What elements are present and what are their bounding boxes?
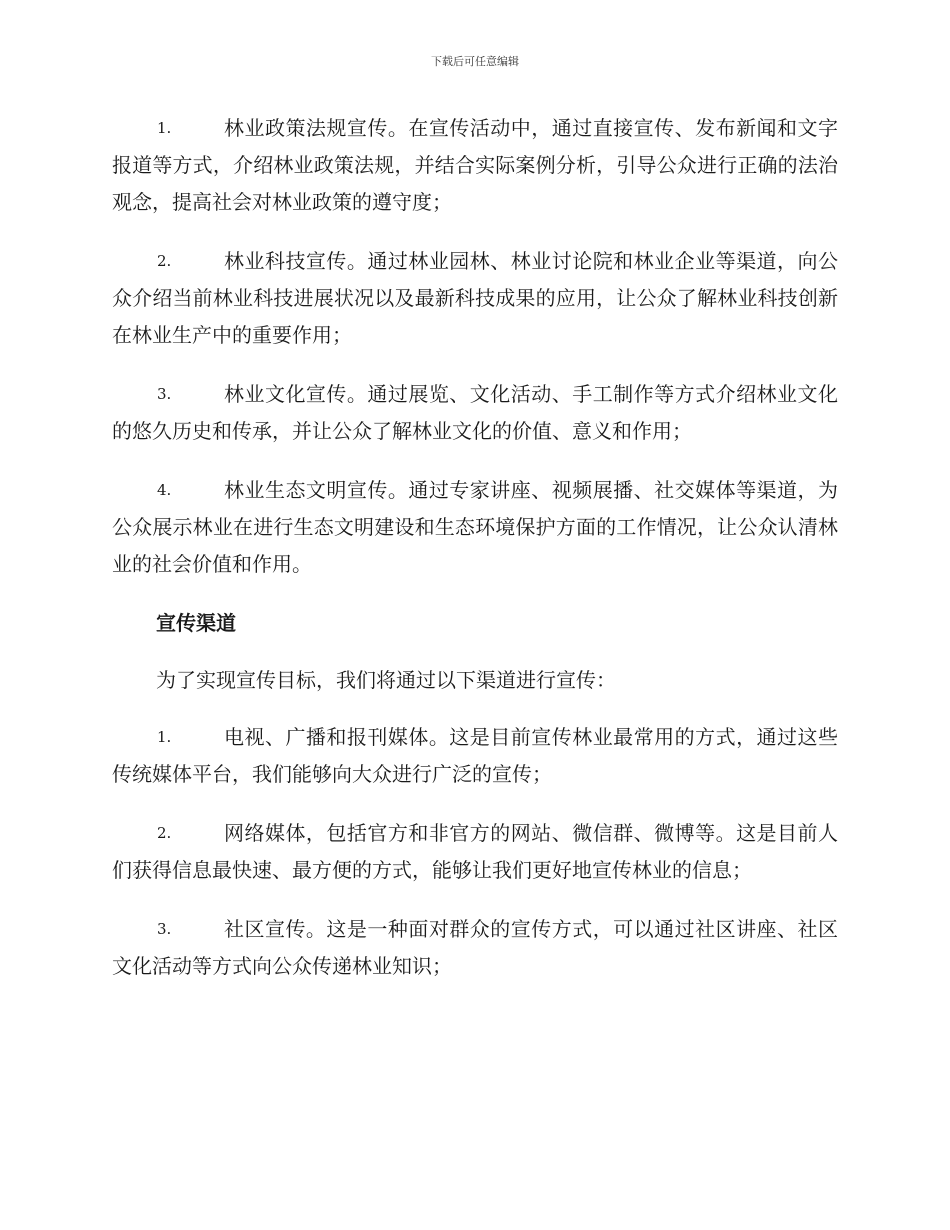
list-text: 电视、广播和报刊媒体。这是目前宣传林业最常用的方式，通过这些传统媒体平台，我们能够向大众进行广泛的宣传； xyxy=(112,725,838,786)
section-intro: 为了实现宣传目标，我们将通过以下渠道进行宣传： xyxy=(156,668,616,692)
list-number: 4. xyxy=(157,481,172,499)
list-number: 2. xyxy=(157,252,172,270)
list-text: 林业科技宣传。通过林业园林、林业讨论院和林业企业等渠道，向公众介绍当前林业科技进展状况以及最新科技成果的应用，让公众了解林业科技创新在林业生产中的重要作用； xyxy=(112,249,838,347)
list-number: 2. xyxy=(157,824,172,842)
section-heading: 宣传渠道 xyxy=(156,611,236,635)
page-header: 下载后可任意编辑 xyxy=(431,55,519,68)
list-item xyxy=(112,815,838,889)
list-text: 社区宣传。这是一种面对群众的宣传方式，可以通过社区讲座、社区文化活动等方式向公众传递林业知识； xyxy=(112,917,838,978)
list-item xyxy=(112,719,838,793)
list-text: 网络媒体，包括官方和非官方的网站、微信群、微博等。这是目前人们获得信息最快速、最方便的方式，能够让我们更好地宣传林业的信息； xyxy=(112,821,838,882)
list-text: 林业文化宣传。通过展览、文化活动、手工制作等方式介绍林业文化的悠久历史和传承，并让公众了解林业文化的价值、意义和作用； xyxy=(112,382,838,443)
document-body xyxy=(112,110,838,1007)
list-item xyxy=(112,472,838,583)
list-number: 3. xyxy=(157,920,172,938)
list-item xyxy=(112,243,838,354)
list-item xyxy=(112,911,838,985)
list-item xyxy=(112,110,838,221)
list-number: 1. xyxy=(157,728,172,746)
list-text: 林业政策法规宣传。在宣传活动中，通过直接宣传、发布新闻和文字报道等方式，介绍林业政策法规，并结合实际案例分析，引导公众进行正确的法治观念，提高社会对林业政策的遵守度； xyxy=(112,116,838,214)
list-item xyxy=(112,376,838,450)
list-number: 1. xyxy=(157,119,172,137)
list-text: 林业生态文明宣传。通过专家讲座、视频展播、社交媒体等渠道，为公众展示林业在进行生态文明建设和生态环境保护方面的工作情况，让公众认清林业的社会价值和作用。 xyxy=(112,478,838,576)
list-number: 3. xyxy=(157,385,172,403)
